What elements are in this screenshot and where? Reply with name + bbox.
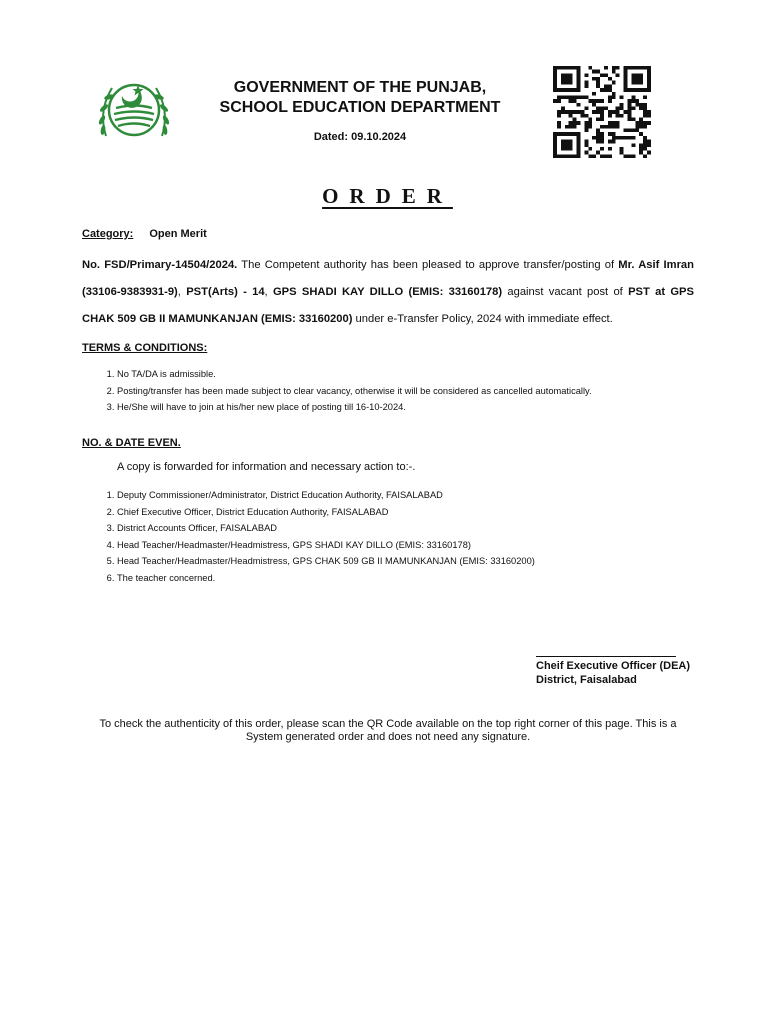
from-school: GPS SHADI KAY DILLO (EMIS: 33160178)	[272, 286, 503, 298]
list-item: 4. Head Teacher/Headmaster/Headmistress, GPS SHADI KAY DILLO (EMIS: 33160178)	[117, 537, 702, 554]
order-date: Dated: 09.10.2024	[313, 131, 407, 143]
qr-code-icon	[553, 66, 651, 158]
signatory-title: Cheif Executive Officer (DEA)	[536, 660, 691, 672]
list-item: 1. No TA/DA is admissible.	[117, 366, 702, 383]
title-line-1: GOVERNMENT OF THE PUNJAB,	[233, 79, 487, 96]
even-heading: NO. & DATE EVEN.	[82, 437, 181, 449]
terms-heading: TERMS & CONDITIONS:	[82, 342, 208, 354]
separator-2: ,	[264, 286, 273, 298]
order-paragraph	[82, 252, 694, 333]
title-line-2: SCHOOL EDUCATION DEPARTMENT	[219, 99, 501, 116]
order-heading: ORDER	[322, 184, 453, 208]
paragraph-text-2: against vacant post of	[502, 286, 629, 298]
authenticity-note: To check the authenticity of this order, please scan the QR Code available on the top right corner of this page. This is a System generated order and does not need any signature.	[99, 718, 677, 743]
employee-name: Mr. Asif Imran (33106-9383931-9)	[82, 259, 694, 298]
list-item: 3. District Accounts Officer, FAISALABAD	[117, 520, 702, 537]
list-item: 6. The teacher concerned.	[117, 570, 702, 587]
paragraph-text-3: under e-Transfer Policy, 2024 with immediate effect.	[352, 313, 613, 325]
list-item: 1. Deputy Commissioner/Administrator, District Education Authority, FAISALABAD	[117, 487, 702, 504]
signature-line	[536, 656, 676, 657]
category-line	[82, 228, 207, 240]
order-number: No. FSD/Primary-14504/2024.	[82, 259, 238, 271]
copy-list	[82, 487, 702, 586]
forward-text: A copy is forwarded for information and necessary action to:-.	[117, 461, 416, 473]
list-item: 2. Posting/transfer has been made subject to clear vacancy, otherwise it will be considered as cancelled automatically.	[117, 383, 702, 400]
category-label: Category:	[82, 228, 134, 240]
list-item: 2. Chief Executive Officer, District Education Authority, FAISALABAD	[117, 504, 702, 521]
separator-1: ,	[177, 286, 187, 298]
terms-list	[82, 366, 702, 416]
to-school: PST at GPS CHAK 509 GB II MAMUNKANJAN (EMIS: 33160200)	[82, 286, 694, 325]
signature-block	[536, 659, 690, 687]
list-item: 5. Head Teacher/Headmaster/Headmistress, GPS CHAK 509 GB II MAMUNKANJAN (EMIS: 33160200)	[117, 553, 702, 570]
employee-post: PST(Arts) - 14	[186, 286, 265, 298]
punjab-emblem-icon	[92, 76, 176, 146]
paragraph-text-1: The Competent authority has been pleased to approve transfer/posting of	[237, 259, 619, 271]
category-value: Open Merit	[149, 228, 207, 240]
list-item: 3. He/She will have to join at his/her new place of posting till 16-10-2024.	[117, 399, 702, 416]
document-title	[200, 78, 520, 118]
signatory-district: District, Faisalabad	[536, 674, 637, 686]
